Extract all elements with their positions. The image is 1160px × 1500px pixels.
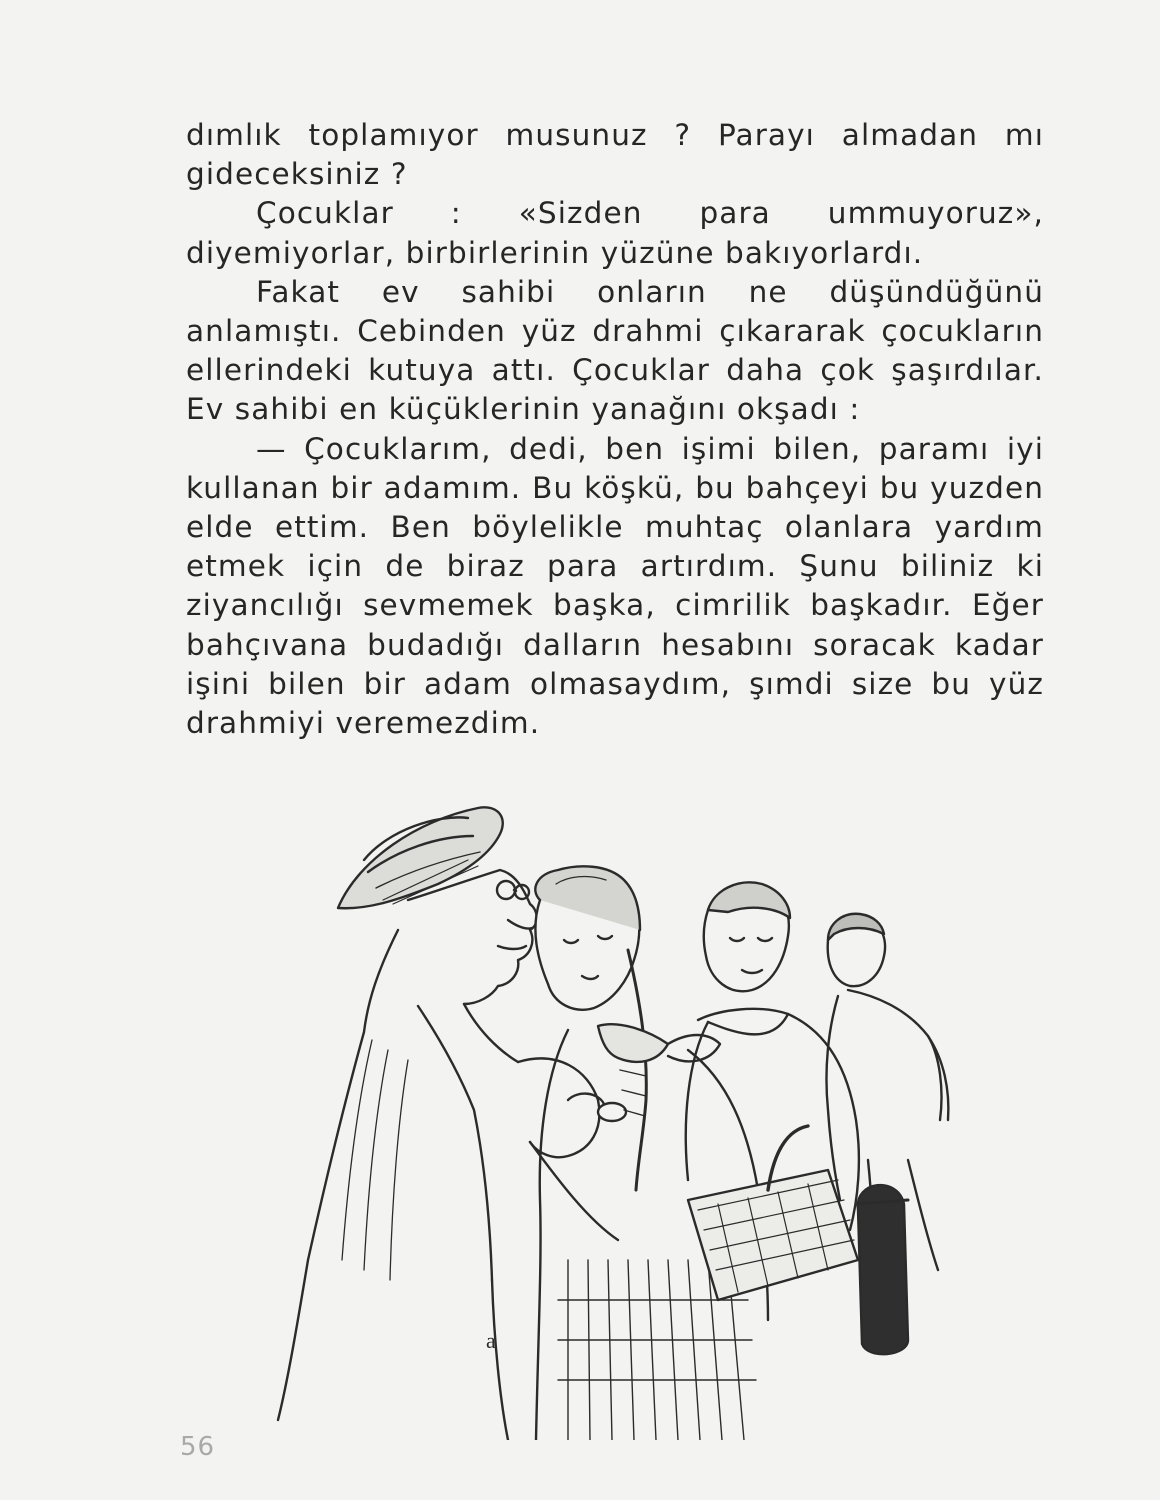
paragraph: Fakat ev sahibi onların ne düşündüğünü anlamıştı. Cebinden yüz drahmi çıkararak çocukların ellerindeki kutuya attı. Çocuklar daha çok şaşırdılar. Ev sahibi en küçüklerinin yanağını okşadı : bbox=[186, 274, 1044, 427]
paragraph: dımlık toplamıyor musunuz ? Parayı almadan mı gideceksiniz ? bbox=[186, 118, 1044, 192]
old-man-with-children-illustration bbox=[268, 800, 974, 1440]
page-number: 56 bbox=[180, 1432, 216, 1462]
boy-with-jar-figure bbox=[826, 914, 948, 1354]
svg-text:a: a bbox=[486, 1328, 496, 1353]
paragraph: — Çocuklarım, dedi, ben işimi bilen, paramı iyi kullanan bir adamım. Bu köşkü, bu bahçeyi bu yuzden elde ettim. Ben böylelikle muhtaç olanlara yardım etmek için de biraz para artırdım. Şunu biliniz ki ziyancılığı sevmemek başka, cimrilik başkadır. Eğer bahçıvana budadığı dalların hesabını soracak kadar işini bilen bir adam olmasaydım, şımdi size bu yüz drahmiyi veremezdim. bbox=[186, 431, 1044, 741]
body-text bbox=[186, 116, 1044, 743]
paragraph: Çocuklar : «Sizden para ummuyoruz», diyemiyorlar, birbirlerinin yüzüne bakıyorlardı. bbox=[186, 196, 1044, 270]
